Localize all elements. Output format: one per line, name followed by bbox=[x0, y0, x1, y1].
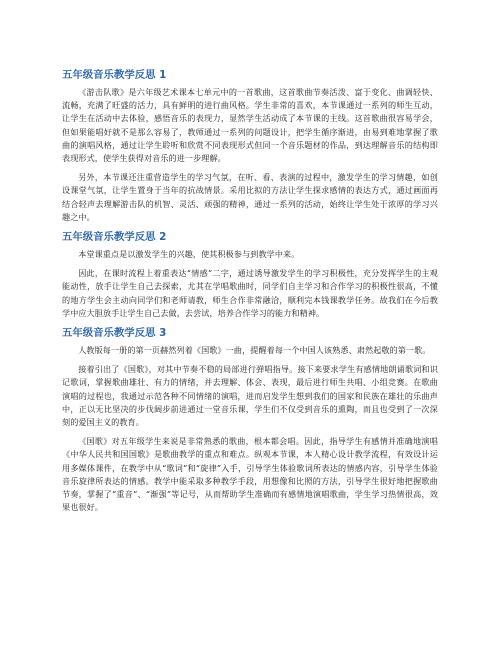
section-heading: 五年级音乐教学反思 1 bbox=[62, 69, 167, 81]
document-page bbox=[62, 68, 438, 520]
paragraph: 人教版每一册的第一页赫然列着《国歌》一曲，提醒着每一个中国人该熟悉、肃然起敬的第一歌。 bbox=[78, 345, 431, 356]
section-heading: 五年级音乐教学反思 3 bbox=[62, 327, 167, 340]
paragraph: 《游击队歌》是六年级艺术课本七单元中的一首歌曲，这首歌曲节奏活泼、富于变化、曲调轻快、流畅，充满了旺盛的活力，具有鲜明的进行曲风格。学生非常的喜欢，本节课通过一系列的师生互动，让学生在活动中去体验，感悟音乐的表现力，显然学生活动成了本节课的主线。这首歌曲很容易学会，但如果能唱好就不是那么容易了，教师通过一系列的问题设计，把学生循序渐进，由易到难地掌握了歌曲的演唱风格，通过让学生聆听和欣赏不同表现形式但同一个音乐题材的作品，到达理解音乐的结构即表现形式，使学生获得对音乐的进一步理解。 bbox=[62, 87, 438, 164]
paragraph: 接着引出了《国歌》，对其中节奏不稳的局部进行弹唱指导。接下来要求学生有感情地朗诵歌词和识记歌词，掌握歌曲雄壮、有力的情绪，并去理解、体会、表现，最后进行师生共唱、小组竞赛。在歌曲演唱的过程也，我通过示范各种不同情绪的演唱，进而启发学生想到我们的国家和民族在雄壮的乐曲声中，正以无比坚决的步伐阔步前进通过一堂音乐课，学生们不仅受到音乐的熏陶，而且也受到了一次深刻的爱国主义的教育。 bbox=[62, 364, 438, 428]
paragraph: 本堂课重点是以激发学生的兴趣，使其积极参与到教学中来。 bbox=[78, 249, 300, 260]
paragraph: 《国歌》对五年级学生来说是非常熟悉的歌曲，根本都会唱。因此，指导学生有感情并准确地演唱《中华人民共和国国歌》是歌曲教学的重点和难点。纵观本节课，本人精心设计教学流程，有效设计运用多媒体课件，在教学中从“歌词”和“旋律”入手，引导学生体验歌词所表达的情感内容，引导学生体验音乐旋律所表达的情感。教学中能采取多种教学手段，用想像和比照的方法，引导学生很好地把握歌曲节奏，掌握了“重音”、“渐强”等记号，从而帮助学生准确而有感情地演唱歌曲，学生学习热情很高，效果也很好。 bbox=[62, 436, 438, 513]
section-2 bbox=[62, 230, 438, 320]
paragraph: 因此，在课时流程上着重表达“情感”二字，通过诱导激发学生的学习积极性，充分发挥学生的主观能动性，放手让学生自己去探索，尤其在学唱歌曲时，同学们自主学习和合作学习的积极性很高，不懂的地方学生会主动向同学们和老师请教，师生合作非常融洽，顺利完本钱课教学任务。故我们在今后教学中应大胆放手让学生自己去做，去尝试，培养合作学习的能力和精神。 bbox=[62, 268, 438, 318]
section-3 bbox=[62, 326, 438, 514]
section-1 bbox=[62, 68, 438, 224]
section-heading: 五年级音乐教学反思 2 bbox=[62, 231, 167, 244]
paragraph: 另外，本节课还注重营造学生的学习气氛，在听、看、表演的过程中，激发学生的学习情趣，如创设课堂气氛，让学生置身于当年的抗战情景。采用比拟的方法让学生探求感情的表达方式，通过画面再结合轻声去理解游击队的机智、灵活、顽强的精神，通过一系列的活动，始终让学生处于浓厚的学习兴趣之中。 bbox=[62, 172, 438, 222]
